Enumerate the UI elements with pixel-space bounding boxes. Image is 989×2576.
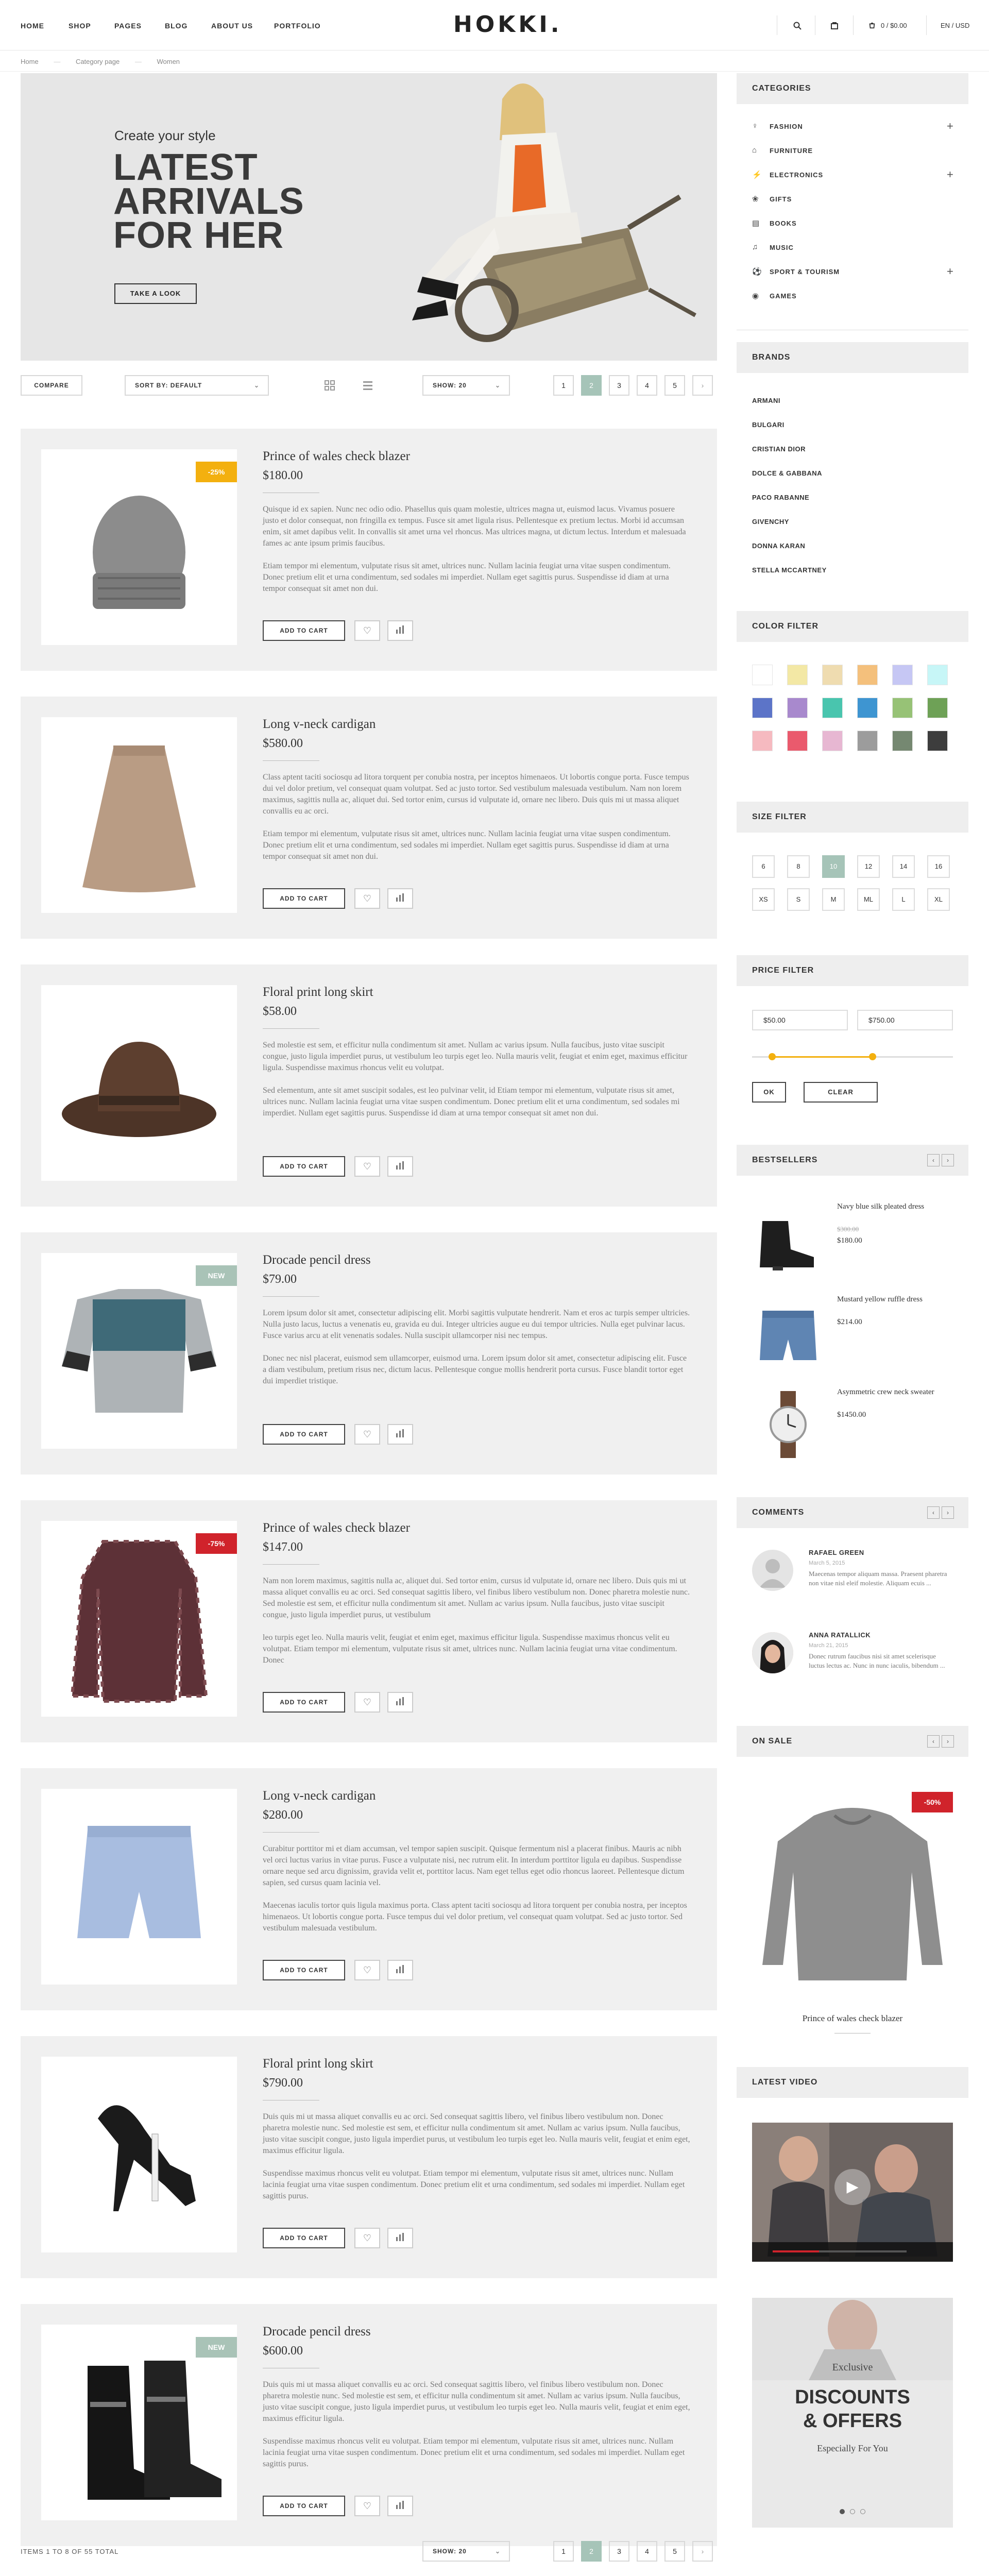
product-name[interactable]: Drocade pencil dress: [263, 2325, 371, 2338]
comment-author[interactable]: RAFAEL GREEN: [809, 1549, 864, 1556]
price-slider-handle-max[interactable]: [869, 1053, 876, 1060]
description-paragraph: Suspendisse maximus rhoncus velit eu volutpat. Etiam tempor mi elementum, vulputate risus sit amet, ultrices nunc. Nullam lacinia feugiat urna vitae suspen condimentum. Donec pretium elit et urna condimentum, sed sodales mi imperdiet. Nullam eget sagittis purus.: [263, 2169, 685, 2200]
bestseller-image[interactable]: [752, 1386, 824, 1463]
product-photo: [41, 1789, 237, 1985]
color-swatch[interactable]: [892, 731, 913, 751]
page-3[interactable]: 3: [609, 2541, 629, 2562]
color-swatch[interactable]: [857, 731, 878, 751]
color-swatch[interactable]: [927, 665, 948, 685]
description-paragraph: Etiam tempor mi elementum, vulputate risus sit amet, ultrices nunc. Nullam lacinia feugiat urna vitae suspen condimentum. Donec pretium elit et urna condimentum, sed sodales mi imperdiet. Nullam eget sagittis purus. Suspendisse id diam at urna tempor consequat sit amet non dui.: [263, 562, 671, 593]
bestseller-name[interactable]: Mustard yellow ruffle dress: [837, 1295, 923, 1303]
bestseller-image[interactable]: [752, 1293, 824, 1370]
promo-title: [752, 2385, 953, 2433]
add-to-cart-button[interactable]: ADD TO CART: [263, 1960, 345, 1980]
bestseller-price: $180.00: [837, 1236, 862, 1245]
carousel-dot[interactable]: [860, 2509, 865, 2514]
brand-item[interactable]: STELLA MCCARTNEY: [752, 566, 827, 574]
description-paragraph: Maecenas iaculis tortor quis ligula maximus porta. Class aptent taciti sociosqu ad litora torquent per conubia nostra, per inceptos himenaeos. Ut lobortis congue porta. Fusce tempus dui vel dolor pretium, vel consequat quam volutpat. Sed ac justo tortor. Sed vestibulum malesuada vestibulum.: [263, 1901, 687, 1933]
hero-subtitle: Create your style: [114, 128, 216, 143]
category-item[interactable]: BOOKS: [770, 219, 797, 227]
divider: [0, 71, 989, 72]
compare-chart-icon[interactable]: [387, 1960, 413, 1980]
carousel-dot[interactable]: [840, 2509, 845, 2514]
divider: [263, 760, 319, 761]
language-currency-select[interactable]: EN / USD: [941, 22, 970, 29]
sale-product-name[interactable]: Prince of wales check blazer: [802, 2013, 903, 2023]
compare-chart-icon[interactable]: [387, 888, 413, 909]
chevron-down-icon: ⌄: [494, 382, 501, 389]
product-image[interactable]: [41, 1253, 237, 1449]
nav-blog[interactable]: BLOG: [165, 22, 188, 30]
bestseller-image[interactable]: [752, 1200, 824, 1278]
size-option[interactable]: 14: [892, 855, 915, 878]
color-swatch[interactable]: [857, 665, 878, 685]
show-select-bottom[interactable]: [422, 2541, 510, 2562]
compare-chart-icon[interactable]: [387, 1692, 413, 1713]
page-2[interactable]: 2: [581, 375, 602, 396]
category-item[interactable]: SPORT & TOURISM: [770, 268, 840, 276]
product-name[interactable]: Long v-neck cardigan: [263, 717, 376, 731]
description-paragraph: Quisque id ex sapien. Nunc nec odio odio. Phasellus quis quam molestie, ultrices magna ut, euismod lacus. Vivamus posuere justo et dolor consequat, non fringilla ex tempus. Fusce sit amet ligula risus. Pellentesque ex pretium lectus. Morbi id accumsan enim, sit amet dapibus velit. In convallis sit amet urna vel rhoncus. Mas ultrices magna, ut dictum lectus. Interdum et malesuada fames ac ante ipsum primis faucibus.: [263, 505, 686, 548]
product-card: [21, 2304, 717, 2546]
color-swatch[interactable]: [857, 698, 878, 718]
size-filter-heading: SIZE FILTER: [737, 802, 968, 833]
bestseller-name[interactable]: Asymmetric crew neck sweater: [837, 1388, 934, 1396]
color-swatch[interactable]: [892, 698, 913, 718]
color-swatch[interactable]: [752, 731, 773, 751]
prev-arrow-icon[interactable]: ‹: [927, 1735, 940, 1748]
divider: [926, 15, 927, 35]
bestsellers-heading: BESTSELLERS: [737, 1145, 968, 1176]
color-swatch[interactable]: [822, 698, 843, 718]
product-price: $600.00: [263, 2344, 303, 2358]
page-1[interactable]: 1: [553, 2541, 574, 2562]
description-paragraph: Lorem ipsum dolor sit amet, consectetur adipiscing elit. Morbi sagittis vulputate hendrerit. Nam et eros ac turpis semper ultricies. Nulla justo lacus, luctus a venenatis eu, gravida eu dui. Integer ultricies augue eu dui tempor ultricies. Nulla eget pulvinar lacus. Fusce varius arcu at elit venenatis sodales. Nulla suscipit ullamcorper nisi nec tempus.: [263, 1309, 690, 1340]
wishlist-heart-icon[interactable]: ♡: [354, 1960, 380, 1980]
categories-heading: CATEGORIES: [737, 73, 968, 104]
category-icon: ❀: [752, 195, 759, 204]
compare-chart-icon[interactable]: [387, 1424, 413, 1445]
product-image[interactable]: [41, 1521, 237, 1717]
promo-banner[interactable]: [752, 2298, 953, 2528]
size-option[interactable]: S: [787, 888, 810, 911]
comment-text[interactable]: Maecenas tempor aliquam massa. Praesent pharetra non vitae nisl eleif molestie. Aliquam ecuis ...: [809, 1570, 947, 1587]
category-item[interactable]: GAMES: [770, 292, 797, 300]
category-icon: ♫: [752, 243, 758, 251]
category-item[interactable]: ELECTRONICS: [770, 171, 824, 179]
prev-arrow-icon[interactable]: ‹: [927, 1506, 940, 1519]
product-description: [263, 2379, 690, 2481]
color-swatch[interactable]: [752, 698, 773, 718]
brand-item[interactable]: ARMANI: [752, 397, 780, 404]
description-paragraph: Curabitur porttitor mi et diam accumsan, vel tempor sapien suscipit. Quisque fermentum nisl a placerat finibus. Mauris ac nibh vel orci luctus varius in vitae purus. Fusce a vulputate nisi, nec rutrum elit. In interdum porttitor ligula eu dapibus. Suspendisse ornare neque sed arcu dignissim, gravida velit et, porttitor lacus. Nam eget tellus eget odio rhoncus laoreet. Pellentesque dictum sapien, sed cursus quam lacinia vel.: [263, 1844, 685, 1887]
product-description: [263, 772, 690, 874]
product-name[interactable]: Prince of wales check blazer: [263, 449, 410, 463]
add-to-cart-button[interactable]: ADD TO CART: [263, 1692, 345, 1713]
product-description: [263, 1040, 690, 1130]
size-option[interactable]: 8: [787, 855, 810, 878]
compare-button[interactable]: COMPARE: [21, 375, 82, 396]
category-item[interactable]: MUSIC: [770, 244, 794, 251]
category-icon: ◉: [752, 292, 759, 300]
category-icon: ♀: [752, 122, 758, 130]
breadcrumb: [21, 58, 193, 68]
bestseller-price: $1450.00: [837, 1411, 866, 1419]
breadcrumb-current: Women: [157, 58, 180, 65]
breadcrumb-home[interactable]: Home: [21, 58, 39, 65]
brand-item[interactable]: DOLCE & GABBANA: [752, 469, 823, 477]
search-icon[interactable]: [793, 22, 802, 31]
next-arrow-icon[interactable]: ›: [942, 1735, 954, 1748]
nav-shop[interactable]: SHOP: [69, 22, 91, 30]
price-clear-button[interactable]: CLEAR: [804, 1082, 878, 1103]
next-page-button[interactable]: ›: [692, 2541, 713, 2562]
size-option[interactable]: M: [822, 888, 845, 911]
product-description: [263, 504, 690, 606]
divider: [263, 1832, 319, 1833]
brand-item[interactable]: BULGARI: [752, 421, 785, 429]
hero-title-line: LATEST: [113, 147, 258, 188]
product-badge: -75%: [196, 1533, 237, 1554]
hero-banner: [21, 73, 717, 361]
product-name[interactable]: Floral print long skirt: [263, 2057, 373, 2071]
price-filter-heading: PRICE FILTER: [737, 955, 968, 986]
hero-title-line: ARRIVALS: [113, 181, 304, 222]
hero-model-image: [340, 73, 716, 361]
promo-title-line: DISCOUNTS: [795, 2386, 910, 2408]
add-to-cart-button[interactable]: ADD TO CART: [263, 620, 345, 641]
product-photo: [41, 2057, 237, 2252]
size-option[interactable]: XS: [752, 888, 775, 911]
sale-badge: -50%: [912, 1792, 953, 1812]
brand-item[interactable]: CRISTIAN DIOR: [752, 445, 806, 453]
description-paragraph: Duis quis mi ut massa aliquet convallis eu ac orci. Sed consequat sagittis libero, vel finibus libero vestibulum non. Donec pharetra molestie nunc. Sed molestie est sem, et efficitur nulla condimentum sit amet. Nullam ac varius ipsum. Nulla faucibus, justo vitae suscipit congue, justo ligula imperdiet purus, ut vestibulum leo turpis eget leo. Nulla mauris velit, feugiat et enim eget, maximus efficitur ligula.: [263, 2112, 690, 2155]
hero-title: [113, 147, 304, 256]
compare-chart-icon[interactable]: [387, 1156, 413, 1177]
wishlist-heart-icon[interactable]: ♡: [354, 620, 380, 641]
product-card: [21, 1768, 717, 2010]
chevron-down-icon: ⌄: [253, 382, 260, 389]
product-name[interactable]: Drocade pencil dress: [263, 1253, 371, 1267]
color-swatch[interactable]: [822, 665, 843, 685]
next-page-button[interactable]: ›: [692, 375, 713, 396]
product-price: $58.00: [263, 1005, 297, 1018]
product-image[interactable]: [41, 2057, 237, 2252]
avatar: [752, 1550, 793, 1591]
take-a-look-button[interactable]: TAKE A LOOK: [114, 283, 197, 304]
size-option[interactable]: 16: [927, 855, 950, 878]
expand-plus-icon[interactable]: +: [947, 265, 953, 278]
comment-author[interactable]: ANNA RATALLICK: [809, 1631, 871, 1639]
list-view-icon[interactable]: [363, 380, 373, 393]
color-swatch[interactable]: [787, 731, 808, 751]
category-icon: ⚡: [752, 171, 762, 179]
compare-chart-icon[interactable]: [387, 2228, 413, 2248]
product-name[interactable]: Floral print long skirt: [263, 985, 373, 999]
cart-summary[interactable]: 0 / $0.00: [881, 22, 907, 29]
product-badge: NEW: [196, 1265, 237, 1286]
expand-plus-icon[interactable]: +: [947, 168, 953, 181]
product-image[interactable]: [41, 717, 237, 913]
wishlist-heart-icon[interactable]: ♡: [354, 2228, 380, 2248]
latest-video-heading: LATEST VIDEO: [737, 2067, 968, 2098]
promo-title-line: & OFFERS: [803, 2410, 902, 2432]
items-total: ITEMS 1 TO 8 OF 55 TOTAL: [21, 2548, 119, 2555]
product-photo: [41, 717, 237, 913]
product-card: [21, 697, 717, 939]
price-slider-range: [772, 1056, 873, 1058]
page-2[interactable]: 2: [581, 2541, 602, 2562]
hero-title-line: FOR HER: [113, 215, 284, 256]
add-to-cart-button[interactable]: ADD TO CART: [263, 2496, 345, 2516]
color-swatch[interactable]: [787, 698, 808, 718]
site-logo[interactable]: HOKKI.: [453, 11, 562, 38]
next-arrow-icon[interactable]: ›: [942, 1154, 954, 1166]
color-swatch[interactable]: [787, 665, 808, 685]
wishlist-heart-icon[interactable]: ♡: [354, 2496, 380, 2516]
product-price: $180.00: [263, 469, 303, 482]
description-paragraph: leo turpis eget leo. Nulla mauris velit, feugiat et enim eget, maximus efficitur ligula. Suspendisse maximus rhoncus velit eu volutpat. Etiam tempor mi elementum, vulputate risus sit amet, ultrices nunc. Nullam lacinia feugiat urna vitae condimentum. Donec: [263, 1633, 677, 1665]
comment-text[interactable]: Donec rutrum faucibus nisi sit amet scelerisque luctus lectus ac. Nunc in nunc iaculis, bibendum ...: [809, 1652, 945, 1669]
sort-select[interactable]: [125, 375, 269, 396]
add-to-cart-button[interactable]: ADD TO CART: [263, 1156, 345, 1177]
product-description: [263, 2111, 690, 2213]
product-image[interactable]: [41, 1789, 237, 1985]
sale-product-image[interactable]: [752, 1780, 953, 2006]
product-price: $580.00: [263, 737, 303, 750]
cart-icon[interactable]: [868, 22, 876, 30]
product-price: $79.00: [263, 1273, 297, 1286]
price-ok-button[interactable]: OK: [752, 1082, 786, 1103]
product-badge: NEW: [196, 2337, 237, 2358]
description-paragraph: Suspendisse maximus rhoncus velit eu volutpat. Etiam tempor mi elementum, vulputate risus sit amet, ultrices nunc. Nullam lacinia feugiat urna vitae suspen condimentum. Donec pretium elit et urna condimentum, sed sodales mi imperdiet. Nullam eget sagittis purus.: [263, 2437, 685, 2468]
description-paragraph: Nam non lorem maximus, sagittis nulla ac, aliquet dui. Sed tortor enim, cursus id vulputate id, ornare nec libero. Duis quis mi ut massa aliquet convallis eu ac orci. Sed consequat sagittis libero, vel finibus libero vestibulum non. Donec pharetra molestie nunc. Sed molestie est sem, et efficitur nulla condimentum sit amet. Nullam ac varius ipsum. Nulla faucibus, justo vitae suscipit congue, justo ligula imperdiet purus, ut vestibulum: [263, 1577, 690, 1619]
product-image[interactable]: [41, 985, 237, 1181]
category-icon: ▤: [752, 219, 760, 228]
description-paragraph: Class aptent taciti sociosqu ad litora torquent per conubia nostra, per inceptos himenaeos. Ut lobortis congue porta. Fusce tempus dui vel dolor pretium, vel consequat quam volutpat. Sed ac justo tortor. Sed vestibulum malesuada vestibulum. Nam non lorem maximus, sagittis nulla ac, aliquet dui. Sed tortor enim, cursus id vulputate id, ornare nec libero. Duis quis mi ut massa aliquet convallis eu ac orci.: [263, 773, 689, 816]
expand-plus-icon[interactable]: +: [947, 120, 953, 132]
size-option[interactable]: 6: [752, 855, 775, 878]
color-filter-heading: COLOR FILTER: [737, 611, 968, 642]
add-to-cart-button[interactable]: ADD TO CART: [263, 888, 345, 909]
color-swatch[interactable]: [752, 665, 773, 685]
price-max-input[interactable]: $750.00: [857, 1010, 953, 1030]
product-card: [21, 2036, 717, 2278]
play-icon[interactable]: ▶: [834, 2169, 871, 2205]
product-description: [263, 1575, 690, 1677]
breadcrumb-separator: —: [134, 58, 142, 65]
product-card: [21, 1500, 717, 1742]
bestseller-old-price: $300.00: [837, 1225, 859, 1233]
color-swatch[interactable]: [892, 665, 913, 685]
nav-portfolio[interactable]: PORTFOLIO: [274, 22, 321, 30]
brands-heading: BRANDS: [737, 342, 968, 373]
site-header: [0, 0, 989, 50]
nav-home[interactable]: HOME: [21, 22, 44, 30]
page-3[interactable]: 3: [609, 375, 629, 396]
product-card: [21, 964, 717, 1207]
wishlist-heart-icon[interactable]: ♡: [354, 1692, 380, 1713]
brand-item[interactable]: PACO RABANNE: [752, 494, 810, 501]
on-sale-heading: ON SALE: [737, 1726, 968, 1757]
color-swatch[interactable]: [822, 731, 843, 751]
divider: [263, 1564, 319, 1565]
sweater-image: [752, 1780, 953, 2006]
product-card: [21, 429, 717, 671]
category-item[interactable]: FASHION: [770, 123, 803, 130]
wishlist-icon[interactable]: [830, 22, 839, 31]
add-to-cart-button[interactable]: ADD TO CART: [263, 2228, 345, 2248]
size-option[interactable]: 12: [857, 855, 880, 878]
category-icon: ⌂: [752, 146, 757, 155]
price-min-input[interactable]: $50.00: [752, 1010, 848, 1030]
page-5[interactable]: 5: [664, 375, 685, 396]
wishlist-heart-icon[interactable]: ♡: [354, 1424, 380, 1445]
product-price: $147.00: [263, 1540, 303, 1554]
price-slider-track[interactable]: [752, 1056, 953, 1058]
show-select[interactable]: [422, 375, 510, 396]
sort-select-value: SORT BY: DEFAULT: [135, 382, 202, 389]
description-paragraph: Sed elementum, ante sit amet suscipit sodales, est leo pulvinar velit, id Etiam tempor mi elementum, vulputate risus sit amet, ultrices nunc. Nullam lacinia feugiat urna vitae suspen condimentum. Donec pretium elit et urna condimentum, sed sodales mi imperdiet. Nullam eget sagittis purus. Suspendisse id diam at urna tempor consequat sit amet non dui.: [263, 1086, 680, 1117]
product-card: [21, 1232, 717, 1475]
size-option[interactable]: XL: [927, 888, 950, 911]
nav-pages[interactable]: PAGES: [114, 22, 142, 30]
compare-chart-icon[interactable]: [387, 2496, 413, 2516]
product-price: $280.00: [263, 1808, 303, 1822]
page-4[interactable]: 4: [637, 375, 657, 396]
size-option[interactable]: ML: [857, 888, 880, 911]
description-paragraph: Donec nec nisl placerat, euismod sem ullamcorper, euismod urna. Lorem ipsum dolor sit amet, consectetur adipiscing elit. Fusce a diam vestibulum, pretium risus nec, dictum lacus. Pellentesque congue mollis hendrerit porta cursus. Fusce blandit tortor eget dui imperdiet tristique.: [263, 1354, 687, 1385]
add-to-cart-button[interactable]: ADD TO CART: [263, 1424, 345, 1445]
color-swatch[interactable]: [927, 731, 948, 751]
description-paragraph: Sed molestie est sem, et efficitur nulla condimentum sit amet. Nullam ac varius ipsum. Nulla faucibus, justo vitae suscipit congue, justo ligula imperdiet purus, ut vestibulum leo turpis eget leo. Nulla mauris velit, feugiat et enim eget, maximus efficitur ligula. Suspendisse maximus rhoncus velit eu volutpat.: [263, 1041, 688, 1072]
prev-arrow-icon[interactable]: ‹: [927, 1154, 940, 1166]
product-description: [263, 1308, 690, 1398]
breadcrumb-separator: —: [54, 58, 61, 65]
bestseller-price: $214.00: [837, 1318, 862, 1326]
show-select-value: SHOW: 20: [433, 382, 467, 389]
product-image[interactable]: [41, 449, 237, 645]
size-option[interactable]: 10: [822, 855, 845, 878]
divider: [853, 15, 854, 35]
avatar: [752, 1632, 793, 1673]
wishlist-heart-icon[interactable]: ♡: [354, 888, 380, 909]
video-player[interactable]: [752, 2123, 953, 2262]
category-item[interactable]: GIFTS: [770, 195, 792, 203]
size-option[interactable]: L: [892, 888, 915, 911]
product-badge: -25%: [196, 462, 237, 482]
nav-about[interactable]: ABOUT US: [211, 22, 253, 30]
product-description: [263, 1843, 690, 1945]
category-icon: ⚽: [752, 267, 762, 276]
page-5[interactable]: 5: [664, 2541, 685, 2562]
brand-item[interactable]: GIVENCHY: [752, 518, 789, 526]
wishlist-heart-icon[interactable]: ♡: [354, 1156, 380, 1177]
price-slider-handle-min[interactable]: [769, 1053, 776, 1060]
promo-subtitle: Especially For You: [817, 2443, 888, 2453]
divider: [263, 1296, 319, 1297]
grid-view-icon[interactable]: [325, 380, 335, 393]
show-select-value: SHOW: 20: [433, 2548, 467, 2555]
category-item[interactable]: FURNITURE: [770, 147, 813, 155]
page-4[interactable]: 4: [637, 2541, 657, 2562]
brand-item[interactable]: DONNA KARAN: [752, 542, 806, 550]
compare-chart-icon[interactable]: [387, 620, 413, 641]
product-image[interactable]: [41, 2325, 237, 2520]
product-name[interactable]: Long v-neck cardigan: [263, 1789, 376, 1803]
page-1[interactable]: 1: [553, 375, 574, 396]
comment-date: March 21, 2015: [809, 1642, 848, 1649]
product-price: $790.00: [263, 2076, 303, 2090]
comments-heading: COMMENTS: [737, 1497, 968, 1528]
next-arrow-icon[interactable]: ›: [942, 1506, 954, 1519]
bestseller-name[interactable]: Navy blue silk pleated dress: [837, 1202, 925, 1211]
divider: [263, 1028, 319, 1029]
product-name[interactable]: Prince of wales check blazer: [263, 1521, 410, 1535]
carousel-dot[interactable]: [850, 2509, 855, 2514]
breadcrumb-category[interactable]: Category page: [75, 58, 120, 65]
color-swatch[interactable]: [927, 698, 948, 718]
promo-exclusive: Exclusive: [832, 2362, 873, 2373]
chevron-down-icon: ⌄: [494, 2548, 501, 2555]
product-photo: [41, 985, 237, 1181]
description-paragraph: Duis quis mi ut massa aliquet convallis eu ac orci. Sed consequat sagittis libero, vel finibus libero vestibulum non. Donec pharetra molestie nunc. Sed molestie est sem, et efficitur nulla condimentum sit amet. Nullam ac varius ipsum. Nulla faucibus, justo vitae suscipit congue, justo ligula imperdiet purus, ut vestibulum leo turpis eget leo. Nulla mauris velit, feugiat et enim eget, maximus efficitur ligula.: [263, 2380, 690, 2423]
comment-date: March 5, 2015: [809, 1560, 845, 1566]
description-paragraph: Etiam tempor mi elementum, vulputate risus sit amet, ultrices nunc. Nullam lacinia feugiat urna vitae suspen condimentum. Donec pretium elit et urna condimentum, sed sodales mi imperdiet. Nullam eget sagittis purus. Suspendisse id diam at urna tempor consequat sit amet non dui.: [263, 829, 671, 861]
